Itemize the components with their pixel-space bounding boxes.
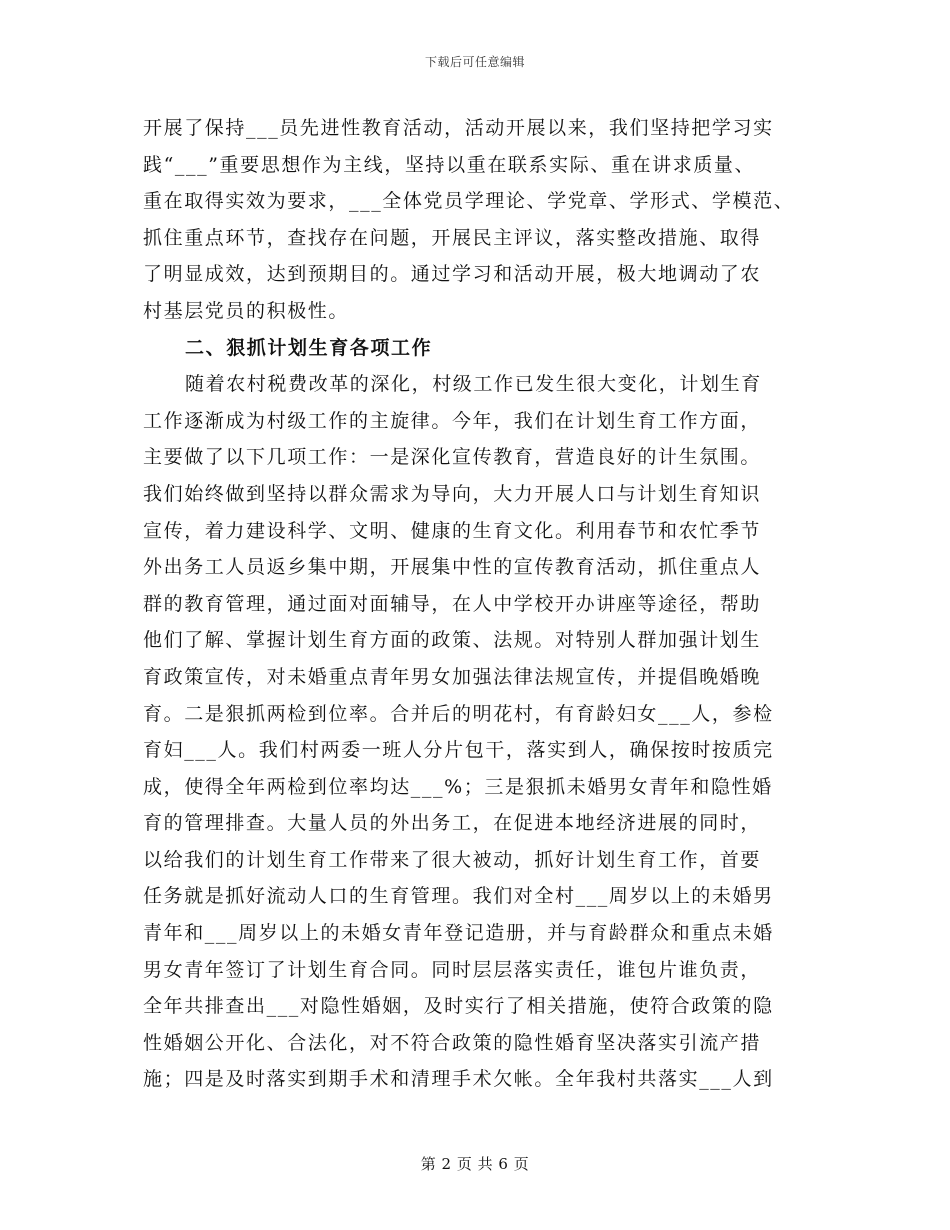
body-line: 任务就是抓好流动人口的生育管理。我们对全村___周岁以上的未婚男: [143, 885, 774, 908]
body-line: 以给我们的计划生育工作带来了很大被动，抓好计划生育工作，首要: [143, 848, 762, 871]
body-line: 了明显成效，达到预期目的。通过学习和活动开展，极大地调动了农: [143, 263, 762, 286]
body-line: 育政策宣传，对未婚重点青年男女加强法律法规宣传，并提倡晚婚晚: [143, 665, 762, 688]
body-line: 施；四是及时落实到期手术和清理手术欠帐。全年我村共落实___人到: [143, 1068, 774, 1091]
document-body: [143, 110, 823, 1098]
section-heading: 二、狠抓计划生育各项工作: [185, 336, 433, 359]
body-line: 随着农村税费改革的深化，村级工作已发生很大变化，计划生育: [185, 373, 762, 396]
body-line: 村基层党员的积极性。: [143, 299, 350, 322]
page-footer: 第 2 页 共 6 页: [420, 1155, 530, 1173]
body-line: 他们了解、掌握计划生育方面的政策、法规。对特别人群加强计划生: [143, 629, 762, 652]
page-header: 下载后可任意编辑: [424, 55, 525, 69]
body-line: 主要做了以下几项工作：一是深化宣传教育，营造良好的计生氛围。: [143, 446, 762, 469]
body-line: 育妇___人。我们村两委一班人分片包干，落实到人，确保按时按质完: [143, 739, 774, 762]
body-line: 外出务工人员返乡集中期，开展集中性的宣传教育活动，抓住重点人: [143, 556, 762, 579]
body-line: 男女青年签订了计划生育合同。同时层层落实责任，谁包片谁负责，: [143, 958, 762, 981]
body-line: 育的管理排查。大量人员的外出务工，在促进本地经济进展的同时，: [143, 812, 762, 835]
body-line: 开展了保持___员先进性教育活动，活动开展以来，我们坚持把学习实: [143, 117, 774, 139]
body-line: 践“___”重要思想作为主线，坚持以重在联系实际、重在讲求质量、: [143, 153, 756, 176]
body-line: 群的教育管理，通过面对面辅导，在人中学校开办讲座等途径，帮助: [143, 592, 762, 615]
body-line: 宣传，着力建设科学、文明、健康的生育文化。利用春节和农忙季节: [143, 519, 762, 542]
body-line: 工作逐渐成为村级工作的主旋律。今年，我们在计划生育工作方面，: [143, 409, 762, 432]
body-line: 我们始终做到坚持以群众需求为导向，大力开展人口与计划生育知识: [143, 482, 762, 505]
body-line: 性婚姻公开化、合法化，对不符合政策的隐性婚育坚决落实引流产措: [143, 1031, 762, 1054]
body-line: 抓住重点环节，查找存在问题，开展民主评议，落实整改措施、取得: [143, 226, 762, 249]
body-line: 育。二是狠抓两检到位率。合并后的明花村，有育龄妇女___人，参检: [143, 702, 774, 725]
body-line: 重在取得实效为要求，___全体党员学理论、学党章、学形式、学模范、: [143, 190, 795, 213]
body-line: 全年共排查出___对隐性婚姻，及时实行了相关措施，使符合政策的隐: [143, 995, 774, 1018]
body-line: 成，使得全年两检到位率均达___%；三是狠抓未婚男女青年和隐性婚: [143, 775, 773, 798]
body-line: 青年和___周岁以上的未婚女青年登记造册，并与育龄群众和重点未婚: [143, 922, 774, 945]
